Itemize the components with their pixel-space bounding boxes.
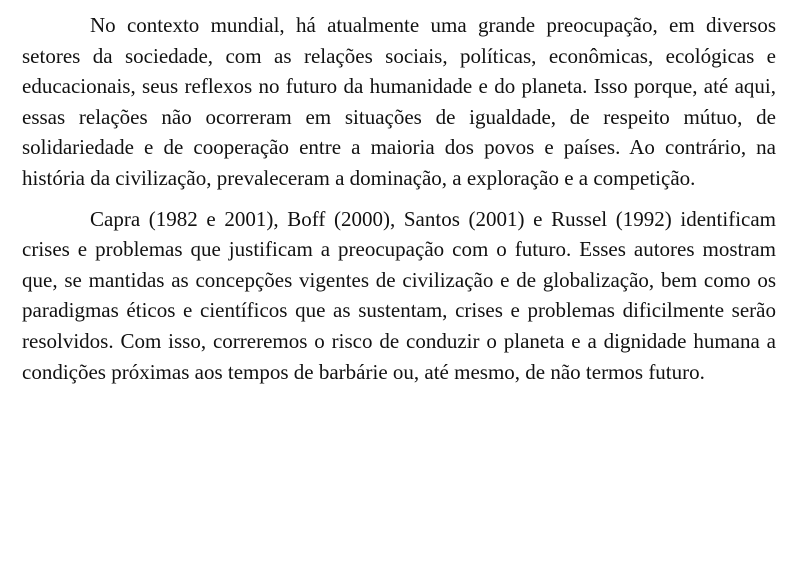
paragraph-2: Capra (1982 e 2001), Boff (2000), Santos (2001) e Russel (1992) identificam crises e problemas que justificam a preocupação com o futuro. Esses autores mostram que, se mantidas as concepções vigentes de civilização e de globalização, bem como os paradigmas éticos e científicos que as sustentam, crises e problemas dificilmente serão resolvidos. Com isso, correremos o risco de conduzir o planeta e a dignidade humana a condições próximas aos tempos de barbárie ou, até mesmo, de não termos futuro. <box>22 206 776 384</box>
paragraph-1: No contexto mundial, há atualmente uma grande preocupação, em diversos setores da sociedade, com as relações sociais, políticas, econômicas, ecológicas e educacionais, seus reflexos no futuro da humanidade e do planeta. Isso porque, até aqui, essas relações não ocorreram em situações de igualdade, de respeito mútuo, de solidariedade e de cooperação entre a maioria dos povos e países. Ao contrário, na história da civilização, prevaleceram a dominação, a exploração e a competição. <box>22 13 776 190</box>
